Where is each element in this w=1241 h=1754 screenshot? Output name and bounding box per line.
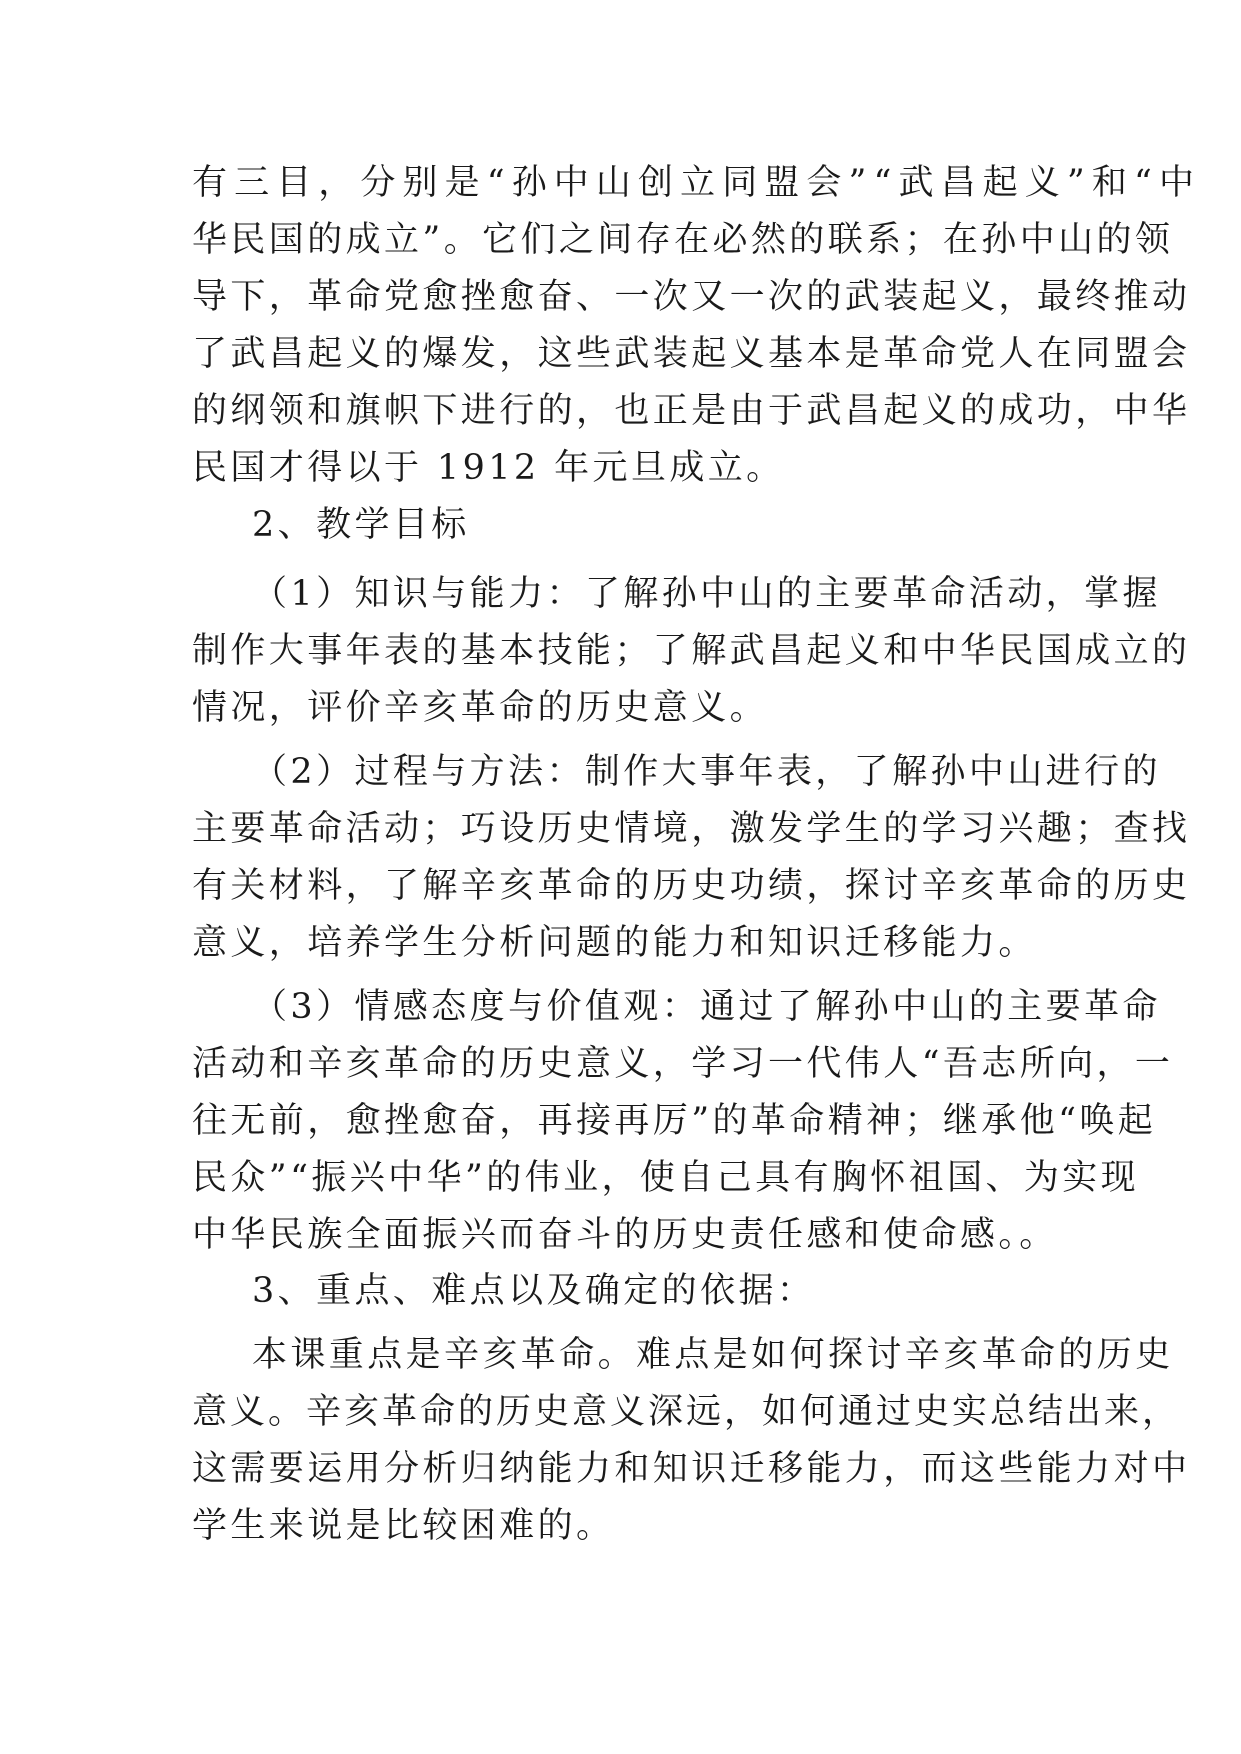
text-line: 意义。辛亥革命的历史意义深远，如何通过史实总结出来， (192, 1392, 1181, 1432)
text-line: 这需要运用分析归纳能力和知识迁移能力，而这些能力对中 (192, 1449, 1191, 1489)
text-line: 导下，革命党愈挫愈奋、一次又一次的武装起义，最终推动 (192, 277, 1191, 317)
text-line: 有三目，分别是“孙中山创立同盟会”“武昌起义”和“中 (192, 163, 1202, 203)
text-line: （3）情感态度与价值观：通过了解孙中山的主要革命 (252, 987, 1161, 1027)
text-line: 华民国的成立”。它们之间存在必然的联系；在孙中山的领 (192, 220, 1174, 260)
text-line: 的纲领和旗帜下进行的，也正是由于武昌起义的成功，中华 (192, 391, 1191, 431)
text-line: 制作大事年表的基本技能；了解武昌起义和中华民国成立的 (192, 631, 1191, 671)
text-line: 本课重点是辛亥革命。难点是如何探讨辛亥革命的历史 (252, 1335, 1174, 1375)
text-line: 中华民族全面振兴而奋斗的历史责任感和使命感。。 (192, 1215, 1058, 1255)
section-heading: 2、教学目标 (252, 505, 470, 545)
text-line: 学生来说是比较困难的。 (192, 1506, 615, 1546)
text-line: 有关材料，了解辛亥革命的历史功绩，探讨辛亥革命的历史 (192, 866, 1191, 906)
section-heading: 3、重点、难点以及确定的依据： (252, 1271, 816, 1311)
text-line: 民国才得以于 1912 年元旦成立。 (192, 448, 785, 488)
text-line: （2）过程与方法：制作大事年表，了解孙中山进行的 (252, 752, 1161, 792)
text-line: 民众”“振兴中华”的伟业，使自己具有胸怀祖国、为实现 (192, 1158, 1140, 1198)
text-line: 意义，培养学生分析问题的能力和知识迁移能力。 (192, 923, 1037, 963)
text-line: 了武昌起义的爆发，这些武装起义基本是革命党人在同盟会 (192, 334, 1191, 374)
text-line: 情况，评价辛亥革命的历史意义。 (192, 688, 769, 728)
text-line: 主要革命活动；巧设历史情境，激发学生的学习兴趣；查找 (192, 809, 1191, 849)
text-line: 活动和辛亥革命的历史意义，学习一代伟人“吾志所向，一 (192, 1044, 1174, 1084)
text-line: 往无前，愈挫愈奋，再接再厉”的革命精神；继承他“唤起 (192, 1101, 1157, 1141)
text-line: （1）知识与能力：了解孙中山的主要革命活动，掌握 (252, 574, 1161, 614)
